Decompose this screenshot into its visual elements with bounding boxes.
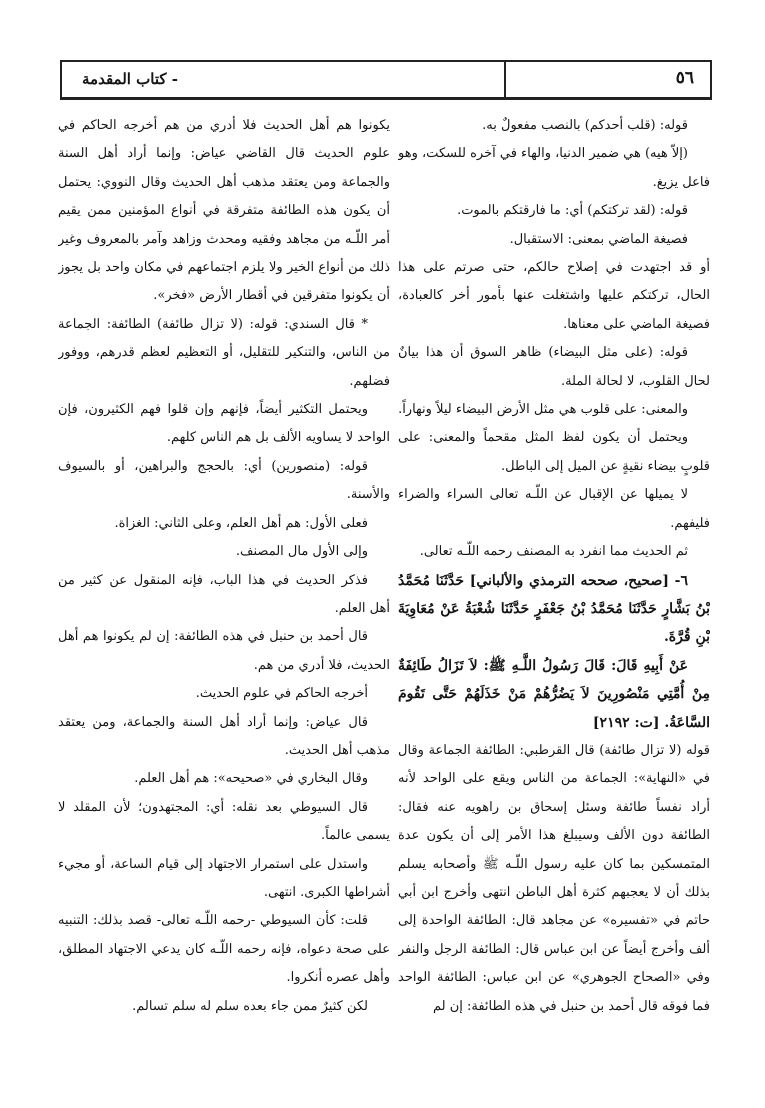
- paragraph: أو قد اجتهدت في إصلاح حالكم، حتى صرتم على هذا الحال، تركتكم عليها واشتغلت عنها بأمور أخر كالعبادة، فصيغة الماضي على معناها.: [398, 260, 710, 332]
- paragraph: ويحتمل أن يكون لفظ المثل مقحماً والمعنى: على قلوبٍ بيضاء نقيةٍ عن الميل إلى الباطل.: [398, 430, 710, 474]
- paragraph: (إلاّ هيه) هي ضمير الدنيا، والهاء في آخره للسكت، وهو فاعل يزيغ.: [398, 146, 710, 190]
- paragraph: قال عياض: وإنما أراد أهل السنة والجماعة، ومن يعتقد مذهب أهل الحديث.: [58, 714, 390, 758]
- paragraph: عَنْ أَبِيهِ قَالَ: قَالَ رَسُولُ اللَّـهِ ﷺ: لاَ تَزَالُ طَائِفَةٌ مِنْ أُمَّتِي مَنْصُورِينَ لاَ يَضُرُّهُمْ مَنْ خَذَلَهُمْ حَتَّى تَقُومَ السَّاعَةُ. [ت: ٢١٩٢]: [398, 657, 710, 731]
- paragraph: يكونوا هم أهل الحديث فلا أدري من هم أخرجه الحاكم في علوم الحديث قال القاضي عياض: وإنما أراد أهل السنة والجماعة ومن يعتقد مذهب أهل الحديث وقال النووي: يحتمل أن يكون هذه الطائفة متفرقة في أنواع المؤمنين ممن يقيم أمر اللّـه من مجاهد وفقيه ومحدث وزاهد وآمر بالمعروف وغير ذلك من أنواع الخير ولا يلزم اجتماعهم في مكان واحد بل يجوز أن يكونوا متفرقين في أقطار الأرض «فخر».: [58, 118, 390, 304]
- paragraph: وقال البخاري في «صحيحه»: هم أهل العلم.: [134, 771, 368, 787]
- paragraph: أخرجه الحاكم في علوم الحديث.: [195, 686, 368, 702]
- paragraph: قال السيوطي بعد نقله: أي: المجتهدون؛ لأن المقلد لا يسمى عالماً.: [58, 799, 390, 844]
- left-column: [58, 112, 390, 1102]
- page-number: ٥٦: [675, 68, 694, 88]
- paragraph: قلت: كأن السيوطي -رحمه اللّـه تعالى- قصد بذلك: التنبيه على صحة دعواه، فإنه رحمه اللّـه كان يدعي الاجتهاد المطلق، وأهل عصره أنكروا.: [58, 913, 390, 986]
- paragraph: ثم الحديث مما انفرد به المصنف رحمه اللّـه تعالى.: [419, 544, 688, 560]
- paragraph: واستدل على استمرار الاجتهاد إلى قيام الساعة، أو مجيء أشراطها الكبرى. انتهى.: [58, 856, 390, 900]
- running-title: - كتاب المقدمة: [82, 70, 178, 88]
- paragraph: ٦- [صحيح، صححه الترمذي والألباني] حَدَّثَنَا مُحَمَّدُ بْنُ بَشَّارٍ حَدَّثَنَا مُحَمَّدُ بْنُ جَعْفَرٍ حَدَّثَنَا شُعْبَةُ عَنْ مُعَاوِيَةَ بْنِ قُرَّةَ.: [398, 572, 710, 646]
- paragraph: ويحتمل التكثير أيضاً، فإنهم وإن قلوا فهم الكثيرون، فإن الواحد لا يساويه الألف بل هم الناس كلهم.: [58, 402, 390, 446]
- paragraph: والمعنى: على قلوب هي مثل الأرض البيضاء ليلاً ونهاراً.: [398, 402, 688, 418]
- paragraph: قوله: (على مثل البيضاء) ظاهر السوق أن هذا بيانٌ لحال القلوب، لا لحالة الملة.: [398, 345, 710, 389]
- paragraph: قوله: (منصورين) أي: بالحجج والبراهين، أو بالسيوف والأسنة.: [58, 458, 390, 503]
- paragraph: وإلى الأول مال المصنف.: [235, 544, 368, 560]
- paragraph: * قال السندي: قوله: (لا تزال طائفة) الطائفة: الجماعة من الناس، والتنكير للتقليل، أو التعظيم لعظم قدرهم، ووفور فضلهم.: [58, 316, 390, 389]
- paragraph: قال أحمد بن حنبل في هذه الطائفة: إن لم يكونوا هم أهل الحديث، فلا أدري من هم.: [58, 629, 390, 673]
- page-header: [60, 60, 712, 100]
- header-divider: [504, 62, 506, 97]
- paragraph: قوله (لا تزال طائفة) قال القرطبي: الطائفة الجماعة وقال في «النهاية»: الجماعة من الناس ويقع على الواحد لأنه أراد نفساً طائفة وسئل إسحاق بن راهويه عنه فقال: الطائفة دون الألف وسيبلغ هذا الأمر إلى أن يكون عدة المتمسكين بما كان عليه رسول اللّـه ﷺ وأصحابه يسلم بذلك أن لا يعجبهم كثرة أهل الباطن انتهى وأخرج ابن أبي حاتم في «تفسيره» عن مجاهد قال: الطائفة الواحدة إلى ألف وأخرج أيضاً عن ابن عباس قال: الطائفة الرجل والنفر وفي «الصحاح الجوهري» عن ابن عباس: الطائفة الواحد فما فوقه قال أحمد بن حنبل في هذه الطائفة: إن لم: [398, 742, 710, 1014]
- paragraph: فعلى الأول: هم أهل العلم، وعلى الثاني: الغزاة.: [114, 515, 368, 531]
- paragraph: لكن كثيرٌ ممن جاء بعده سلم له سلم تسالم.: [132, 998, 368, 1014]
- paragraph: لا يميلها عن الإقبال عن اللّـه تعالى السراء والضراء فليفهم.: [398, 487, 710, 531]
- right-column: [398, 112, 710, 1102]
- paragraph: قوله: (لقد تركتكم) أي: ما فارقتكم بالموت.: [457, 203, 688, 219]
- paragraph: فصيغة الماضي بمعنى: الاستقبال.: [509, 231, 688, 247]
- paragraph: فذكر الحديث في هذا الباب، فإنه المنقول عن كثير من أهل العلم.: [58, 572, 390, 616]
- paragraph: قوله: (قلب أحدكم) بالنصب مفعولٌ به.: [482, 118, 688, 133]
